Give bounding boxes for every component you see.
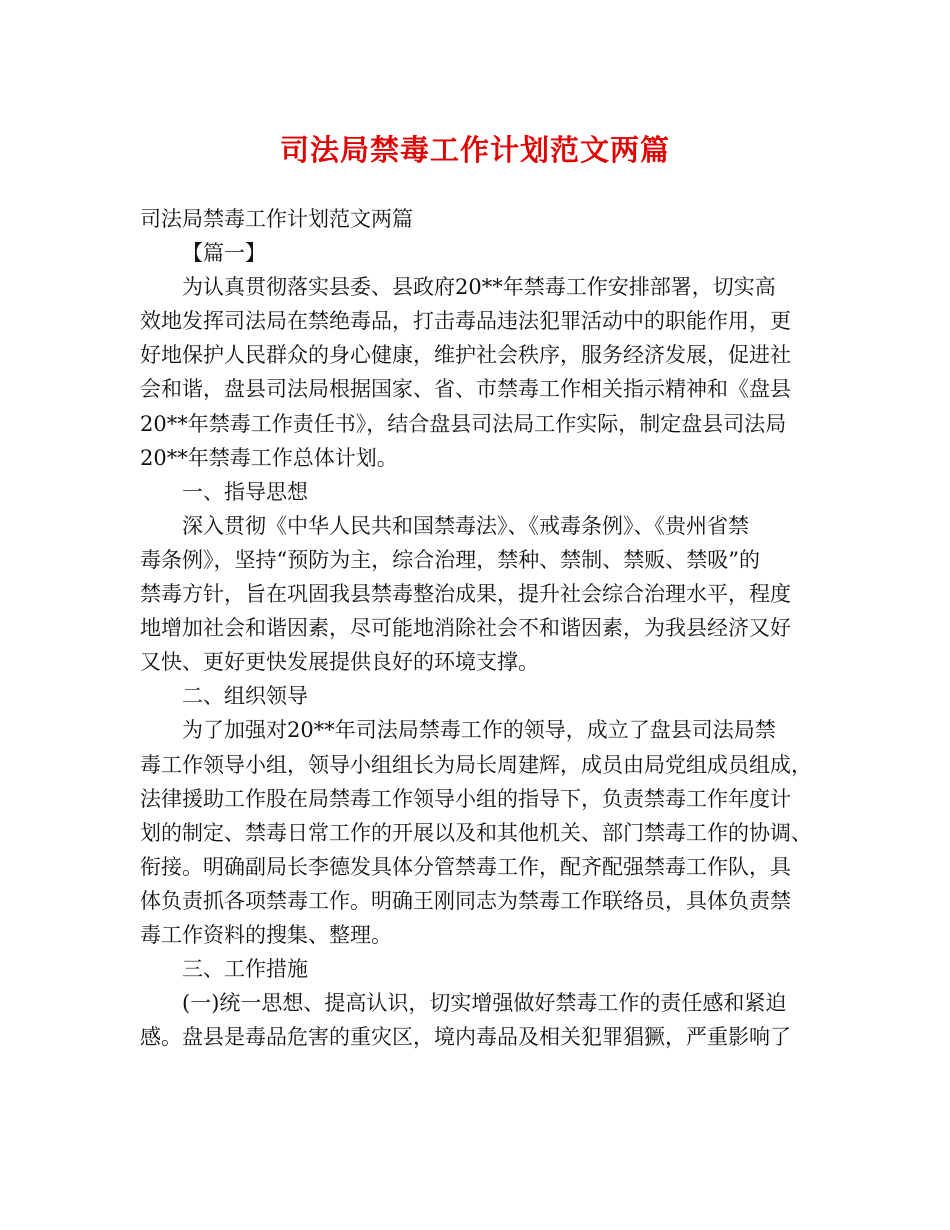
text-line: 划的制定、禁毒日常工作的开展以及和其他机关、部门禁毒工作的协调、	[140, 820, 812, 845]
text-line: 毒条例》，坚持“预防为主，综合治理，禁种、禁制、禁贩、禁吸”的	[140, 547, 760, 572]
document-subtitle: 司法局禁毒工作计划范文两篇	[140, 207, 413, 231]
text-line: 20**年禁毒工作总体计划。	[140, 445, 398, 470]
text-line: 【篇一】	[182, 241, 266, 266]
document-body	[140, 202, 830, 1054]
text-line: 又快、更好更快发展提供良好的环境支撑。	[140, 650, 539, 675]
text-line: 地增加社会和谐因素，尽可能地消除社会不和谐因素，为我县经济又好	[140, 616, 791, 641]
text-line: 深入贯彻《中华人民共和国禁毒法》、《戒毒条例》、《贵州省禁	[182, 513, 749, 538]
text-line: 20**年禁毒工作责任书》，结合盘县司法局工作实际，制定盘县司法局	[140, 411, 787, 436]
text-line: 禁毒方针，旨在巩固我县禁毒整治成果，提升社会综合治理水平，程度	[140, 582, 791, 607]
text-line: 体负责抓各项禁毒工作。明确王刚同志为禁毒工作联络员，具体负责禁	[140, 888, 791, 913]
text-line: (一)统一思想、提高认识，切实增强做好禁毒工作的责任感和紧迫	[182, 991, 787, 1016]
text-line: 二、组织领导	[182, 684, 308, 709]
text-line: 一、指导思想	[182, 479, 308, 504]
text-line: 效地发挥司法局在禁绝毒品，打击毒品违法犯罪活动中的职能作用，更	[140, 309, 791, 334]
text-line: 衔接。明确副局长李德发具体分管禁毒工作，配齐配强禁毒工作队，具	[140, 854, 791, 879]
text-line: 为认真贯彻落实县委、县政府20**年禁毒工作安排部署，切实高	[182, 275, 776, 300]
document-title: 司法局禁毒工作计划范文两篇	[279, 133, 670, 167]
text-line: 感。盘县是毒品危害的重灾区，境内毒品及相关犯罪猖獗，严重影响了	[140, 1025, 791, 1050]
text-line: 毒工作资料的搜集、整理。	[140, 922, 392, 947]
text-line: 法律援助工作股在局禁毒工作领导小组的指导下，负责禁毒工作年度计	[140, 786, 791, 811]
text-line: 为了加强对20**年司法局禁毒工作的领导，成立了盘县司法局禁	[182, 718, 776, 743]
text-line: 好地保护人民群众的身心健康，维护社会秩序，服务经济发展，促进社	[140, 343, 791, 368]
text-line: 毒工作领导小组，领导小组组长为局长周建辉，成员由局党组成员组成，	[140, 752, 812, 777]
text-line: 会和谐，盘县司法局根据国家、省、市禁毒工作相关指示精神和《盘县	[140, 377, 791, 402]
text-line: 三、工作措施	[182, 957, 308, 982]
